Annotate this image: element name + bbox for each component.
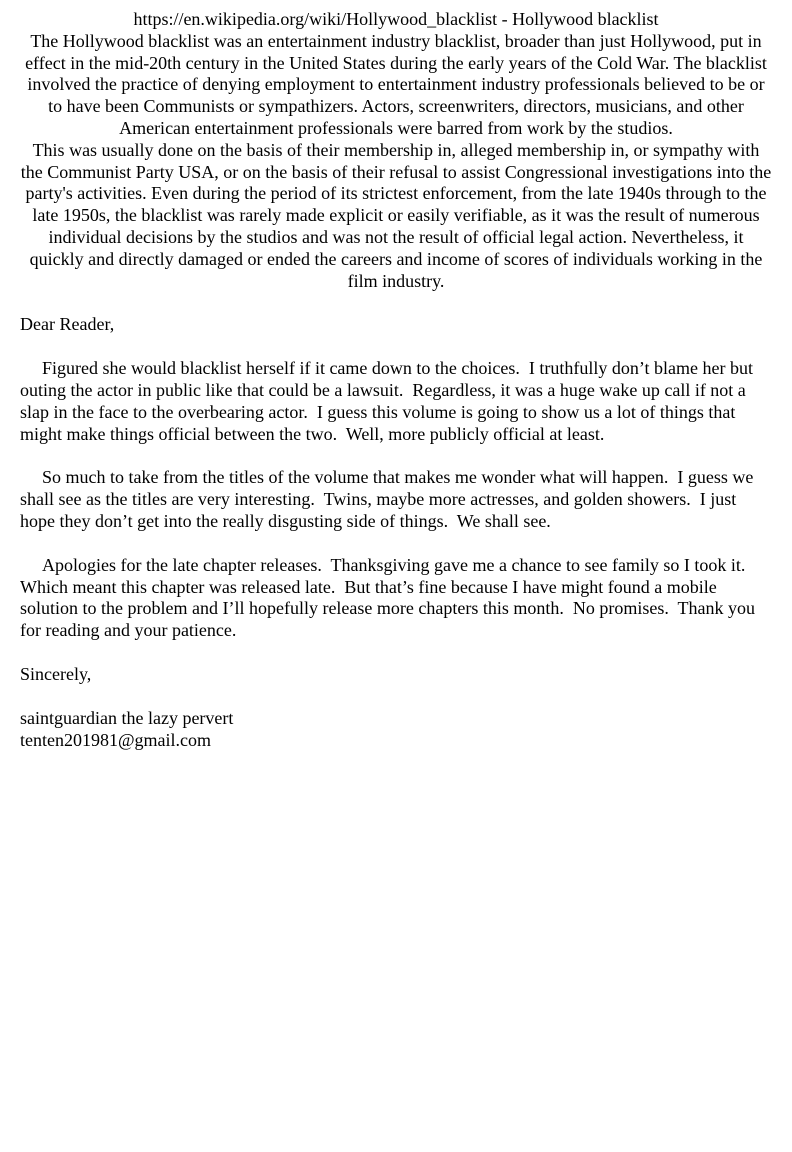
- salutation: Dear Reader,: [20, 314, 115, 335]
- signature-name: saintguardian the lazy pervert: [20, 707, 234, 728]
- source-line: https://en.wikipedia.org/wiki/Hollywood_blacklist - Hollywood blacklist: [133, 9, 659, 29]
- letter-paragraph-1: Figured she would blacklist herself if it came down to the choices. I truthfully don’t blame her but outing the actor in public like that could be a lawsuit. Regardless, it was a huge wake up call if not a slap in the face to the overbearing actor. I guess this volume is going to show us a lot of things that might make things official between the two. Well, more publicly official at least.: [20, 358, 758, 444]
- wiki-paragraph-1: The Hollywood blacklist was an entertainment industry blacklist, broader than just Hollywood, put in effect in the mid-20th century in the United States during the early years of the Cold War. The blacklist involved the practice of denying employment to entertainment industry professionals believed to be or to have been Communists or sympathizers. Actors, screenwriters, directors, musicians, and other American entertainment professionals were barred from work by the studios.: [25, 30, 767, 138]
- signature-email: tenten201981@gmail.com: [20, 729, 212, 750]
- reader-letter-block: [20, 314, 772, 751]
- wiki-excerpt-block: [20, 9, 772, 292]
- letter-paragraph-3: Apologies for the late chapter releases. Thanksgiving gave me a chance to see family so I took it. Which meant this chapter was released late. But that’s fine because I have might found a mobile solution to the problem and I’ll hopefully release more chapters this month. No promises. Thank you for reading and your patience.: [20, 554, 760, 641]
- wiki-paragraph-2: This was usually done on the basis of their membership in, alleged membership in, or sympathy with the Communist Party USA, or on the basis of their refusal to assist Congressional investigations into the party's activities. Even during the period of its strictest enforcement, from the late 1940s through to the late 1950s, the blacklist was rarely made explicit or easily verifiable, as it was the result of numerous individual decisions by the studios and was not the result of official legal action. Nevertheless, it quickly and directly damaged or ended the careers and income of scores of individuals working in the film industry.: [20, 139, 772, 291]
- letter-paragraph-2: So much to take from the titles of the volume that makes me wonder what will happen. I guess we shall see as the titles are very interesting. Twins, maybe more actresses, and golden showers. I just hope they don’t get into the really disgusting side of things. We shall see.: [20, 467, 758, 531]
- closing: Sincerely,: [20, 663, 92, 684]
